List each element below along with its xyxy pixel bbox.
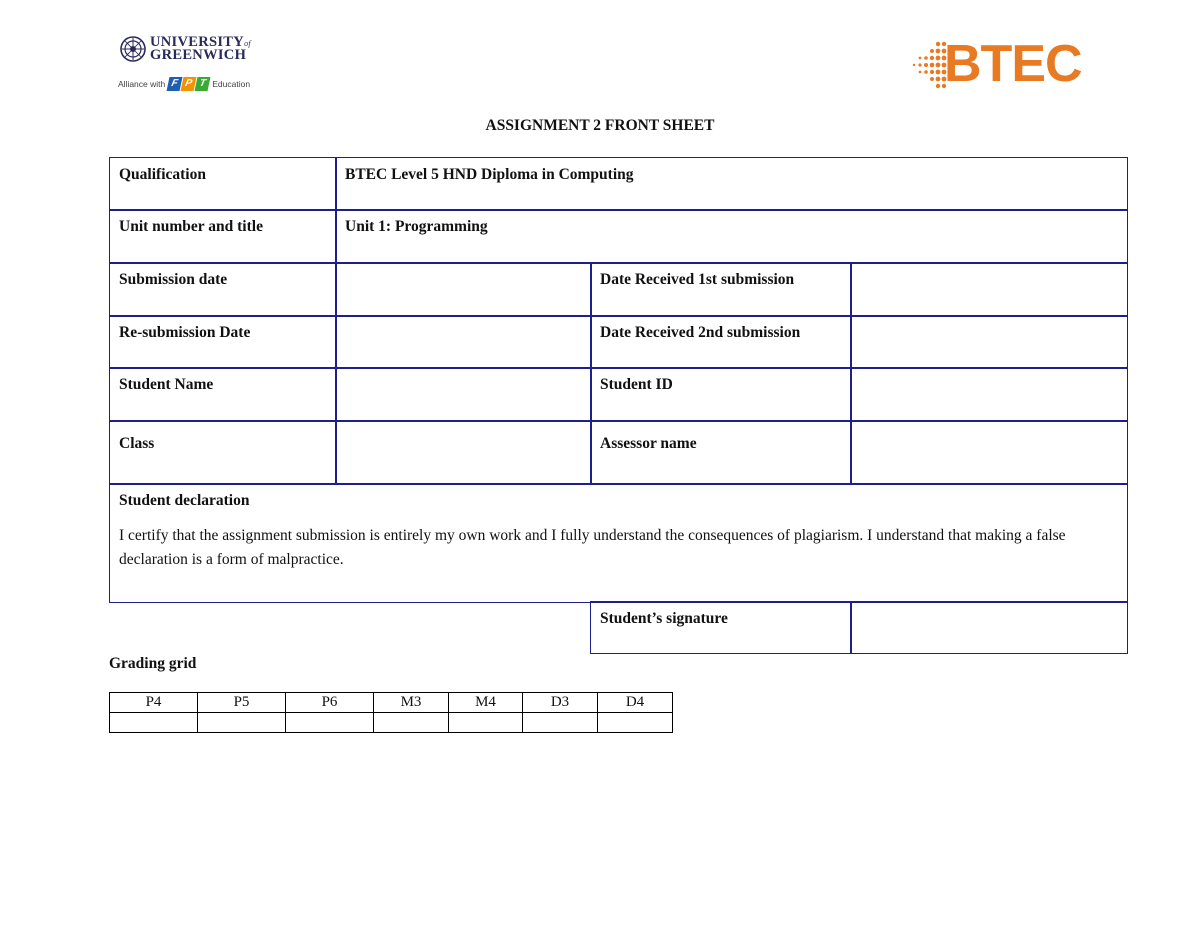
submission-date-field[interactable] (335, 262, 592, 317)
grade-header-m4: M4 (449, 693, 523, 713)
declaration-text: I certify that the assignment submission is entirely my own work and I fully understand the consequences of plagiarism. I understand that making a false declaration is a form of malpractice. (119, 527, 1066, 568)
fpt-letter-t: T (195, 77, 211, 91)
qualification-value: BTEC Level 5 HND Diploma in Computing (335, 157, 1128, 211)
grade-cell-p5[interactable] (198, 713, 286, 733)
submission-date-label: Submission date (109, 262, 337, 317)
grading-value-row (110, 713, 673, 733)
declaration-title: Student declaration (119, 492, 250, 509)
date-received-1st-field[interactable] (850, 262, 1128, 317)
university-name-line2: GREENWICH (150, 47, 247, 63)
grade-header-m3: M3 (374, 693, 449, 713)
grade-cell-p6[interactable] (286, 713, 374, 733)
grade-cell-m3[interactable] (374, 713, 449, 733)
unit-label: Unit number and title (109, 209, 337, 264)
assessor-name-field[interactable] (850, 420, 1128, 485)
university-of-greenwich-logo (118, 34, 251, 94)
grade-header-p6: P6 (286, 693, 374, 713)
fpt-logo (168, 77, 209, 91)
grading-grid-title: Grading grid (109, 655, 197, 672)
btec-wordmark: BTEC (944, 35, 1082, 93)
grade-cell-p4[interactable] (110, 713, 198, 733)
class-label: Class (109, 420, 337, 485)
date-received-2nd-field[interactable] (850, 315, 1128, 369)
date-received-1st-label: Date Received 1st submission (590, 262, 852, 317)
resubmission-date-field[interactable] (335, 315, 592, 369)
document-title: ASSIGNMENT 2 FRONT SHEET (485, 117, 715, 134)
student-declaration-box (109, 483, 1128, 603)
btec-logo (908, 35, 1098, 100)
unit-value: Unit 1: Programming (335, 209, 1128, 264)
fpt-letter-p: P (181, 77, 197, 91)
greenwich-seal-icon (120, 36, 146, 62)
resubmission-date-label: Re-submission Date (109, 315, 337, 369)
assessor-name-label: Assessor name (590, 420, 852, 485)
btec-dots-icon (908, 38, 948, 94)
grade-header-d3: D3 (523, 693, 598, 713)
date-received-2nd-label: Date Received 2nd submission (590, 315, 852, 369)
student-name-label: Student Name (109, 367, 337, 422)
fpt-letter-f: F (167, 77, 183, 91)
class-field[interactable] (335, 420, 592, 485)
university-name-line1: UNIVERSITYof (150, 34, 251, 50)
grade-header-p4: P4 (110, 693, 198, 713)
student-id-field[interactable] (850, 367, 1128, 422)
student-signature-field[interactable] (850, 601, 1128, 654)
grade-header-d4: D4 (598, 693, 673, 713)
alliance-prefix: Alliance with (118, 79, 166, 89)
qualification-label: Qualification (109, 157, 337, 211)
grading-grid (109, 692, 673, 733)
student-name-field[interactable] (335, 367, 592, 422)
grade-cell-d3[interactable] (523, 713, 598, 733)
alliance-suffix: Education (212, 79, 251, 89)
fpt-alliance-line (118, 77, 250, 91)
grade-header-p5: P5 (198, 693, 286, 713)
grade-cell-d4[interactable] (598, 713, 673, 733)
grading-header-row (110, 693, 673, 713)
student-signature-label: Student’s signature (590, 601, 852, 654)
student-id-label: Student ID (590, 367, 852, 422)
grade-cell-m4[interactable] (449, 713, 523, 733)
